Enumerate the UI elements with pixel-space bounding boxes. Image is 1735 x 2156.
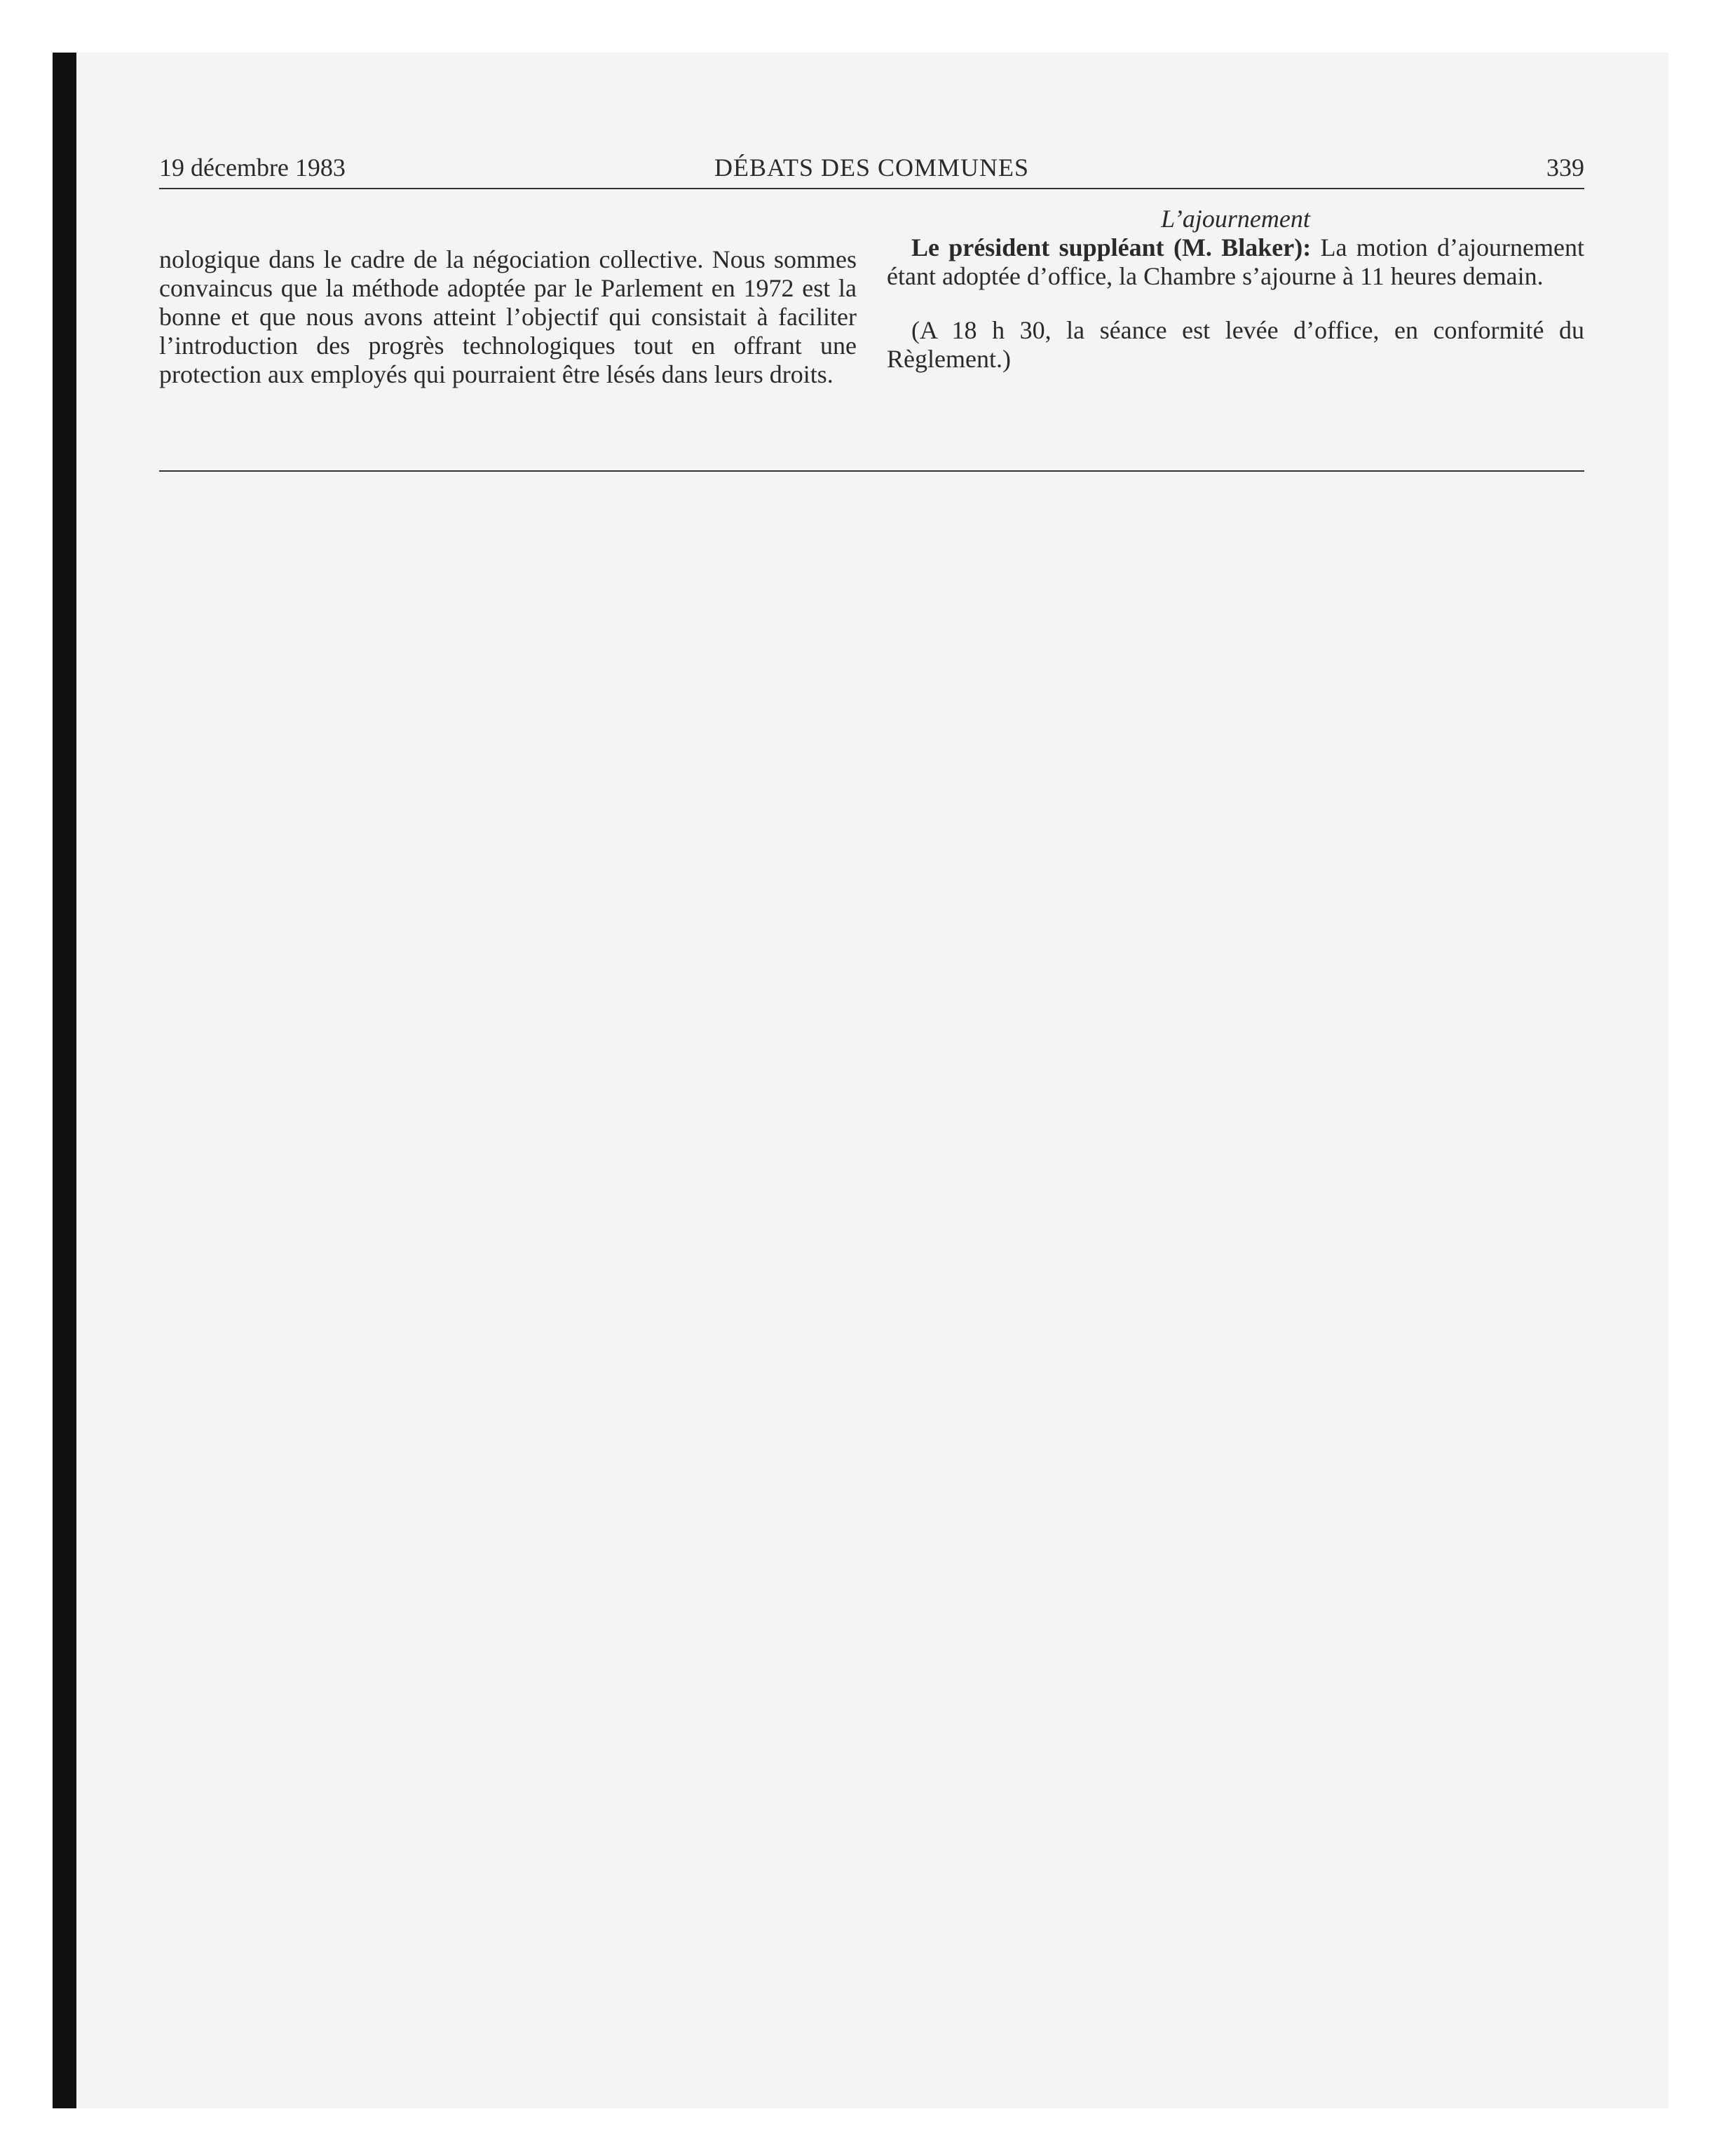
- speech-paragraph: [887, 233, 1584, 291]
- running-header: [159, 153, 1584, 189]
- header-rule: [159, 188, 1584, 189]
- right-column: [887, 204, 1584, 374]
- scan-edge-strip: [53, 53, 76, 2108]
- header-title: DÉBATS DES COMMUNES: [714, 153, 1030, 182]
- end-rule: [159, 470, 1584, 472]
- header-date: 19 décembre 1983: [159, 153, 346, 182]
- section-heading: L’ajournement: [1161, 205, 1310, 233]
- closing-note: (A 18 h 30, la séance est levée d’office, en conformité du Règlement.): [887, 316, 1584, 373]
- left-column-paragraph: nologique dans le cadre de la négociation collective. Nous sommes convaincus que la méthode adoptée par le Parlement en 1972 est la bonne et que nous avons atteint l’objectif qui consistait à faciliter l’introduction des progrès technologiques tout en offrant une protection aux employés qui pourraient être lésés dans leurs droits.: [159, 245, 857, 388]
- header-page-number: 339: [1546, 153, 1584, 182]
- speaker-name: Le président suppléant (M. Blaker):: [911, 233, 1312, 261]
- left-column: [159, 245, 857, 389]
- speech-text: La motion d’ajournement étant adoptée d’office, la Chambre s’ajourne à 11 heures demain.: [887, 233, 1584, 290]
